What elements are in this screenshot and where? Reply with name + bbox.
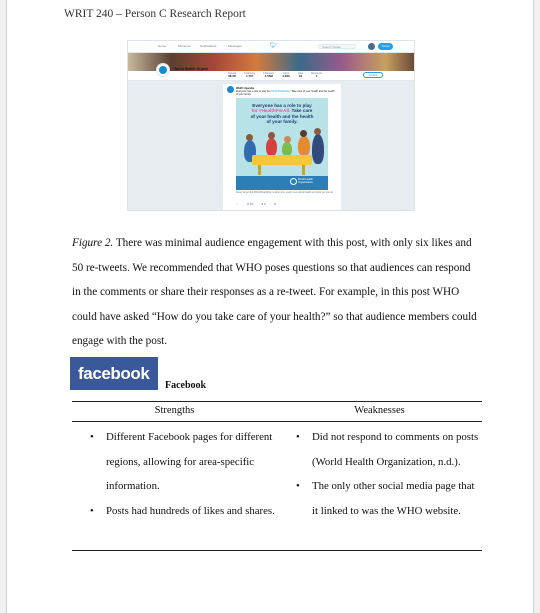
retweet-icon: ⇄ 50 <box>246 202 254 206</box>
profile-name: World Health Organi <box>174 67 208 71</box>
stat-following: Following 1,757 <box>244 72 256 79</box>
search-placeholder: Search Twitter <box>322 45 342 49</box>
nav-item-messages: Messages <box>228 44 242 48</box>
stat-tweets: Tweets 38.3K <box>228 72 237 79</box>
twitter-bird-icon: 🐦︎ <box>270 43 278 49</box>
nav-item-notifications: Notifications <box>200 44 217 48</box>
poster-table <box>252 155 312 165</box>
tweet-card <box>223 84 341 211</box>
figure-caption-paragraph <box>72 231 477 354</box>
person-head <box>268 132 275 139</box>
message-icon: ✉ <box>273 202 277 206</box>
strengths-cell <box>90 425 275 523</box>
running-head: WRIT 240 – Person C Research Report <box>64 8 246 20</box>
person-head <box>284 136 291 143</box>
stat-likes: Likes 4,600 <box>282 72 290 79</box>
figure-label: Figure 2. <box>72 237 114 249</box>
weakness-item: • Did not respond to comments on posts (World Health Organization, n.d.). <box>296 425 482 474</box>
profile-banner <box>128 53 414 71</box>
table-bottom-rule <box>72 550 482 551</box>
tweet-poster-image <box>236 98 328 190</box>
poster-text: Everyone has a role to play for #HealthForAll. Take care of your health and the health of your family. <box>250 103 314 125</box>
strength-item: • Different Facebook pages for different regions, allowing for area-specific information. <box>90 425 275 499</box>
user-avatar <box>368 43 375 50</box>
person-head <box>314 128 321 135</box>
twitter-screenshot <box>127 40 415 211</box>
figure-caption-text: There was minimal audience engagement with this post, with only six likes and 50 re-tweets. We recommended that WHO poses questions so that audiences can respond in the comments or share their responses as a re-tweet. For example, in this post WHO could have asked “How do you take care of your health?” so that audience members could engage with the post. <box>72 237 477 348</box>
stat-moments: Moments 1 <box>311 72 322 79</box>
profile-stats <box>228 72 322 79</box>
person-figure <box>298 136 310 156</box>
table-header-strengths: Strengths <box>154 405 195 416</box>
person-figure <box>282 142 292 156</box>
weakness-item: • The only other social media page that it linked to was the WHO website. <box>296 474 482 523</box>
table-top-rule <box>72 401 482 402</box>
search-box <box>318 44 356 49</box>
person-figure <box>312 134 324 164</box>
who-emblem-icon <box>290 178 297 185</box>
stat-lists: Lists 31 <box>297 72 304 79</box>
tweet-author: WHO Uganda <box>236 86 254 90</box>
tweet-avatar <box>227 86 234 93</box>
document-page <box>6 0 534 613</box>
tweet-button: Tweet <box>378 43 393 50</box>
person-head <box>246 134 253 141</box>
table-leg <box>258 165 261 175</box>
person-head <box>300 130 307 137</box>
reply-icon: ♡ <box>236 202 239 206</box>
poster-footer <box>236 176 328 190</box>
weaknesses-cell <box>296 425 482 523</box>
strength-item: • Posts had hundreds of likes and shares. <box>90 499 275 524</box>
tweet-text: Everyone has a role to play for #WorldHealthDay. Take care of your health and the health of your family. <box>236 90 335 96</box>
who-logo-icon <box>156 63 170 77</box>
person-figure <box>266 138 277 156</box>
stat-followers: Followers 4.55M <box>263 72 275 79</box>
like-icon: ♥ 6 <box>261 202 266 206</box>
nav-item-home: Home <box>158 44 167 48</box>
table-header-rule <box>72 421 482 422</box>
table-leg <box>302 165 305 175</box>
nav-item-moments: Moments <box>178 44 191 48</box>
twitter-nav-bar <box>128 41 414 53</box>
follow-button: Follow <box>363 72 383 78</box>
facebook-logo: facebook <box>70 357 158 390</box>
facebook-heading: Facebook <box>165 380 207 391</box>
who-label: World Health Organization <box>298 178 313 184</box>
table-header-weaknesses: Weaknesses <box>354 405 405 416</box>
tweet-caption: Never forget that #WorldHealthDay is about you. Learn more about health and what you can do. <box>236 192 334 194</box>
tweet-actions <box>236 202 276 206</box>
